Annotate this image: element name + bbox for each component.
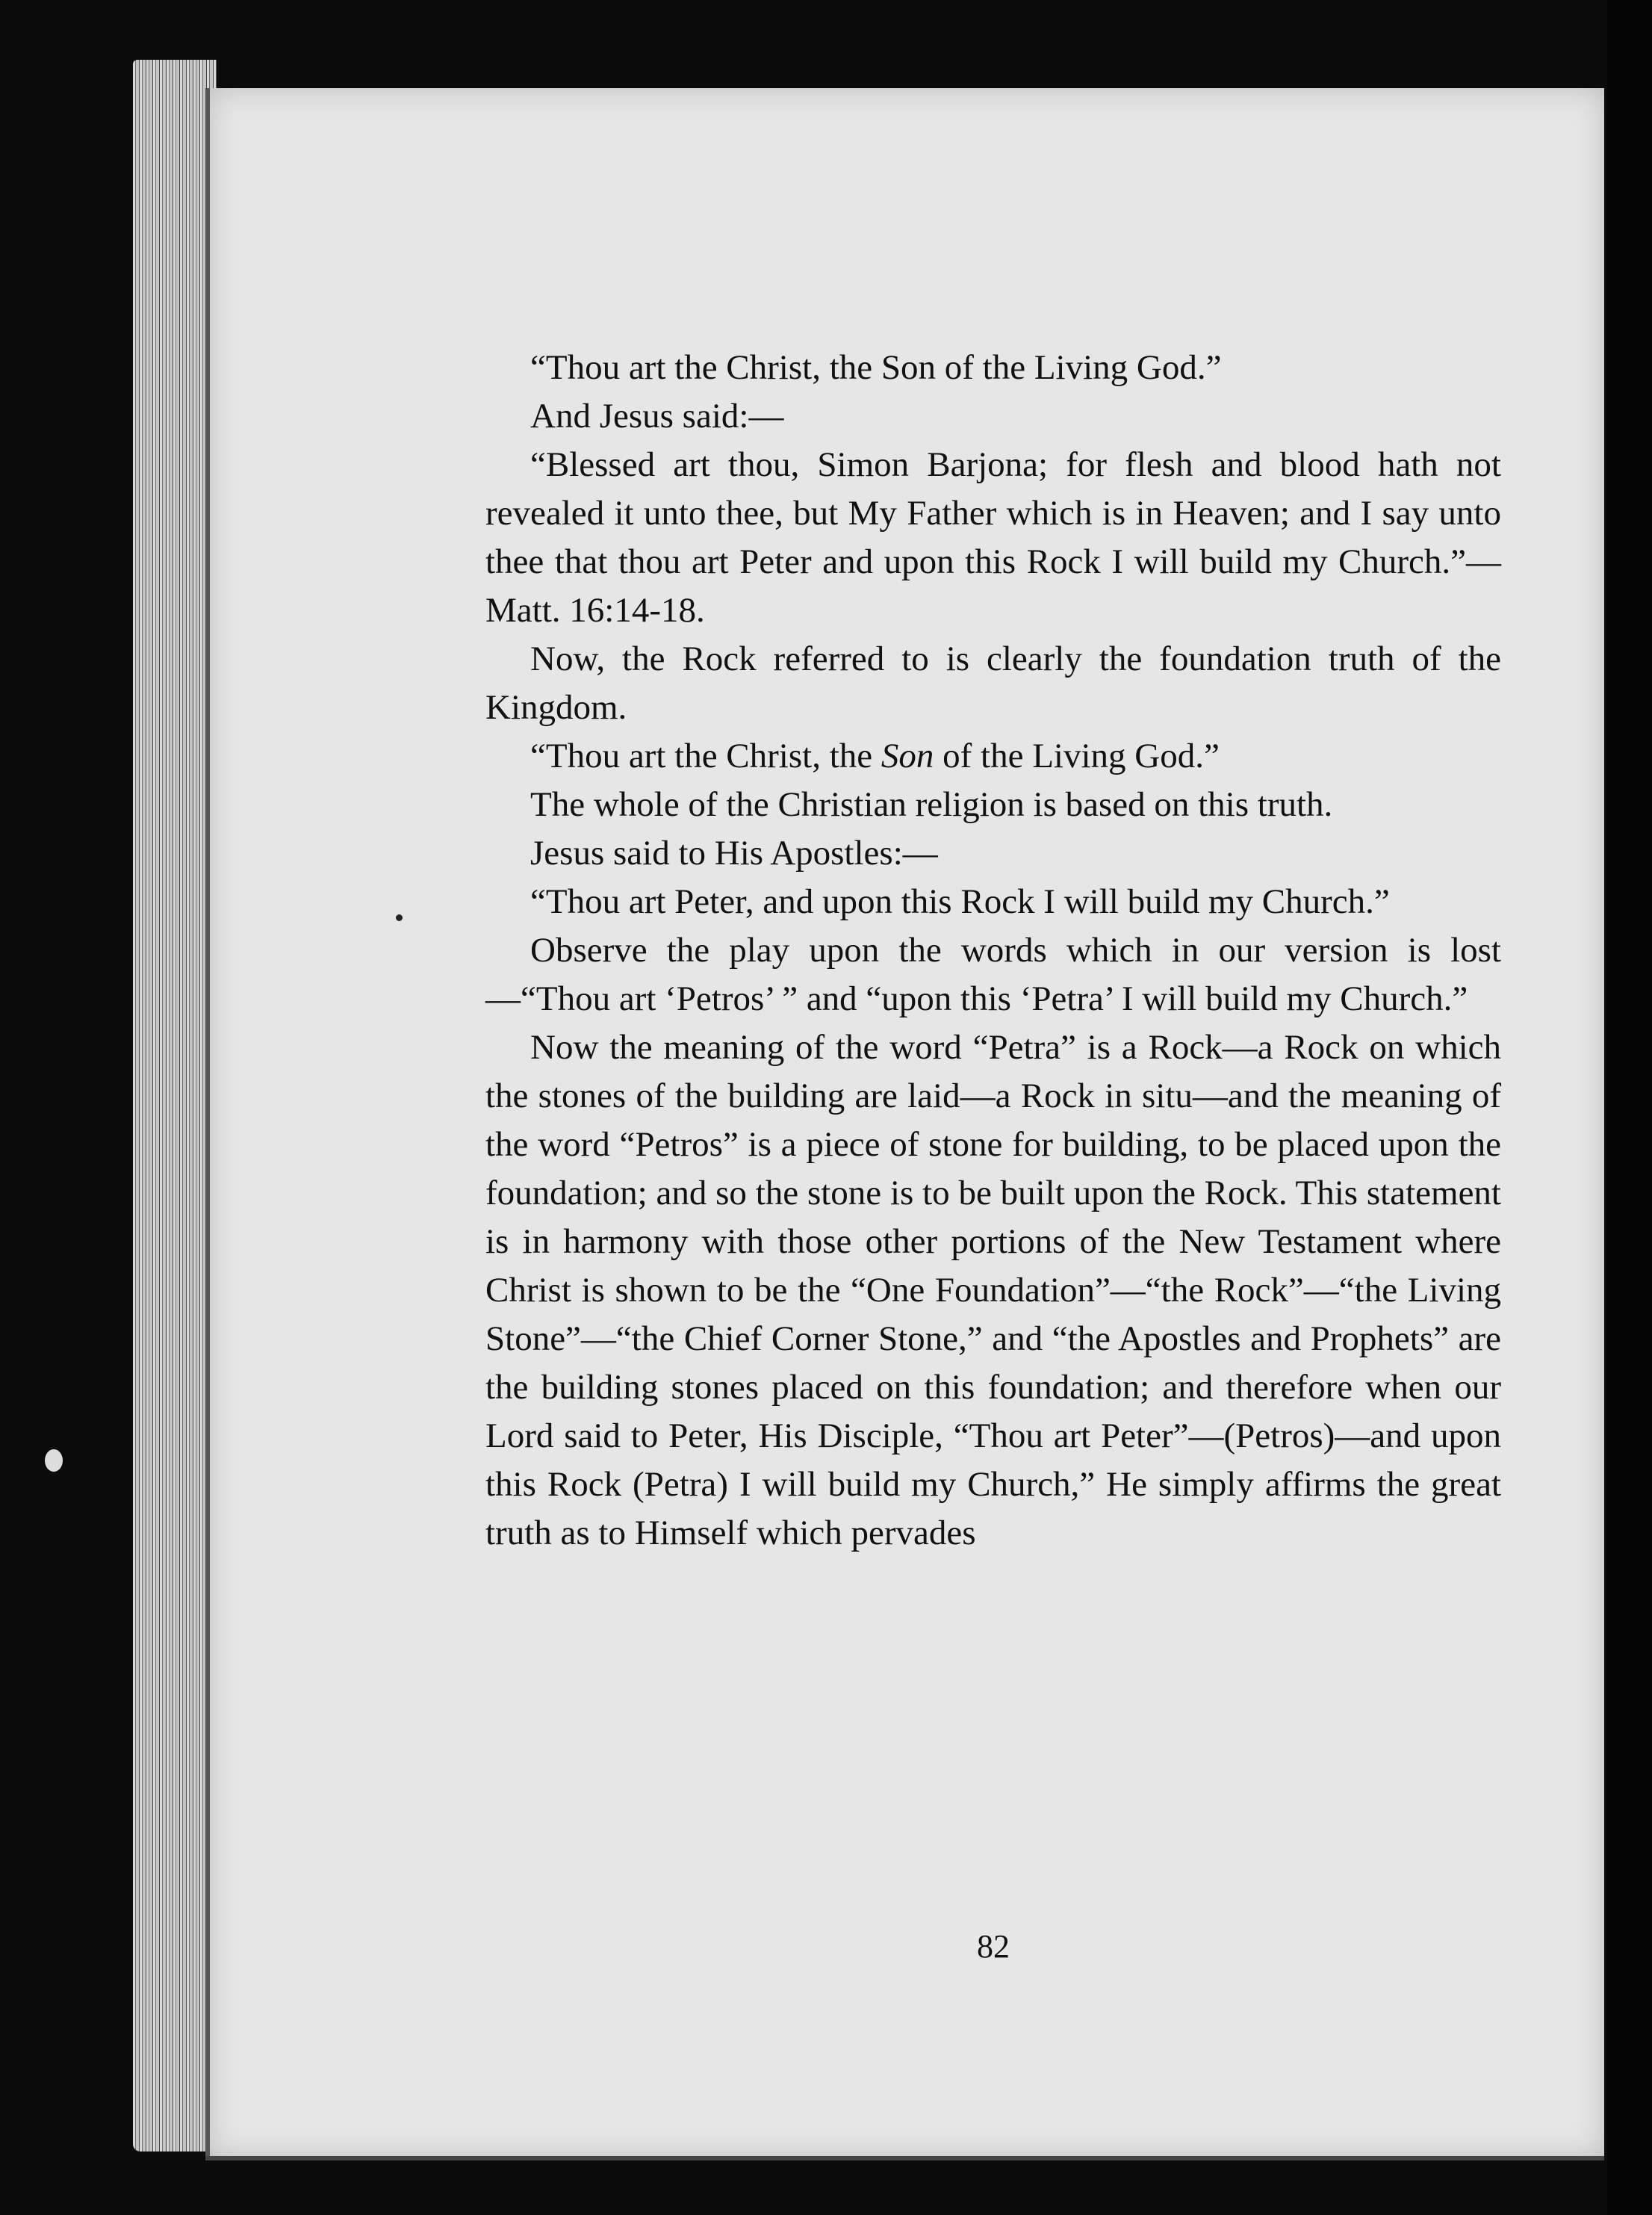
- paragraph-6: The whole of the Christian religion is based on this truth.: [530, 785, 1333, 824]
- paragraph-9: Observe the play upon the words which in our version is lost—“Thou art ‘Petros’ ” and “upon this ‘Petra’ I will build my Church.”: [485, 931, 1501, 1018]
- emphasis-italic: Son: [881, 737, 934, 775]
- paragraph-7: Jesus said to His Apostles:—: [530, 834, 938, 873]
- paragraph-5-emphasis: [485, 732, 1501, 781]
- page-border-bottom: [205, 2156, 1604, 2160]
- page-number: 82: [977, 1928, 1010, 1965]
- emphasis-before: “Thou art the Christ, the: [530, 737, 881, 775]
- paragraph-3: “Blessed art thou, Simon Barjona; for flesh and blood hath not revealed it unto thee, but My Father which is in Heaven; and I say unto thee that thou art Peter and upon this Rock I will build my Church.”—Matt. 16:14-18.: [485, 445, 1501, 630]
- film-speck: [45, 1449, 63, 1472]
- page-edges: [133, 60, 217, 2152]
- emphasis-after: of the Living God.”: [934, 737, 1220, 775]
- right-gutter: [1607, 0, 1652, 2215]
- paragraph-10: Now the meaning of the word “Petra” is a Rock—a Rock on which the stones of the building are laid—a Rock in situ—and the meaning of the word “Petros” is a piece of stone for building, to be placed upon the foundation; and so the stone is to be built upon the Rock. This statement is in harmony with those other portions of the New Testament where Christ is shown to be the “One Foundation”—“the Rock”—“the Living Stone”—“the Chief Corner Stone,” and “the Apostles and Prophets” are the building stones placed on this foundation; and therefore when our Lord said to Peter, His Disciple, “Thou art Peter”—(Petros)—and upon this Rock (Petra) I will build my Church,” He simply affirms the great truth as to Himself which pervades: [485, 1028, 1501, 1552]
- body-text: [485, 344, 1501, 1558]
- paragraph-1: “Thou art the Christ, the Son of the Living God.”: [530, 348, 1222, 387]
- page-border-left: [205, 88, 210, 2157]
- paragraph-8: “Thou art Peter, and upon this Rock I will build my Church.”: [530, 882, 1390, 921]
- paragraph-2: And Jesus said:—: [530, 397, 784, 436]
- dust-speck: [396, 914, 403, 921]
- paragraph-4: Now, the Rock referred to is clearly the foundation truth of the Kingdom.: [485, 639, 1501, 727]
